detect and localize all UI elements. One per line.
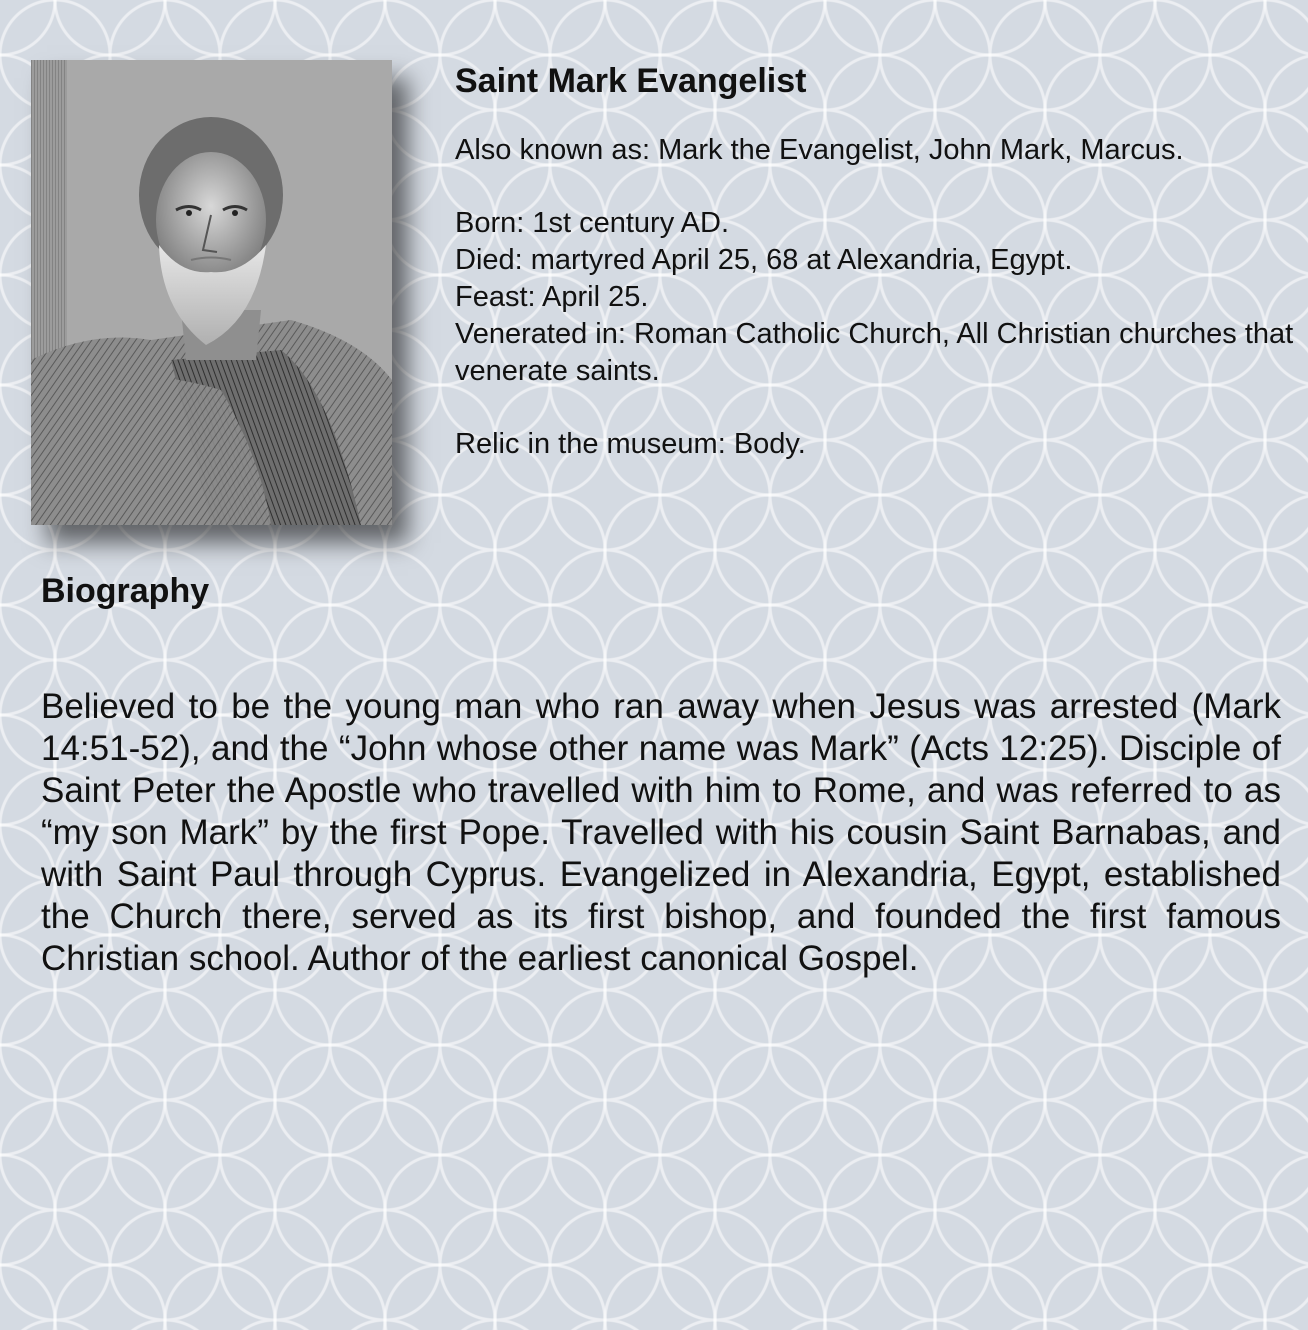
- biography-text: Believed to be the young man who ran away when Jesus was arrested (Mark 14:51-52), and the “John whose other name was Mark” (Acts 12:25). Disciple of Saint Peter the Apostle who travelled with him to Rome, and was referred to as “my son Mark” by the first Pope. Travelled with his cousin Saint Barnabas, and with Saint Paul through Cyprus. Evangelized in Alexandria, Egypt, established the Church there, served as its first bishop, and founded the first famous Christian school. Author of the earliest canonical Gospel.: [41, 687, 1281, 978]
- relic-text: Relic in the museum: Body.: [455, 428, 806, 460]
- feast-text: Feast: April 25.: [455, 281, 649, 313]
- saint-portrait-image: [31, 60, 392, 525]
- died-text: Died: martyred April 25, 68 at Alexandria, Egypt.: [455, 244, 1073, 276]
- saint-name-title: Saint Mark Evangelist: [455, 62, 807, 100]
- biography-heading: Biography: [41, 572, 210, 610]
- born-text: Born: 1st century AD.: [455, 207, 730, 239]
- saint-info-panel: [455, 62, 1295, 463]
- also-known-as-text: Also known as: Mark the Evangelist, John Mark, Marcus.: [455, 134, 1184, 166]
- venerated-text: Venerated in: Roman Catholic Church, All Christian churches that venerate saints.: [455, 318, 1294, 387]
